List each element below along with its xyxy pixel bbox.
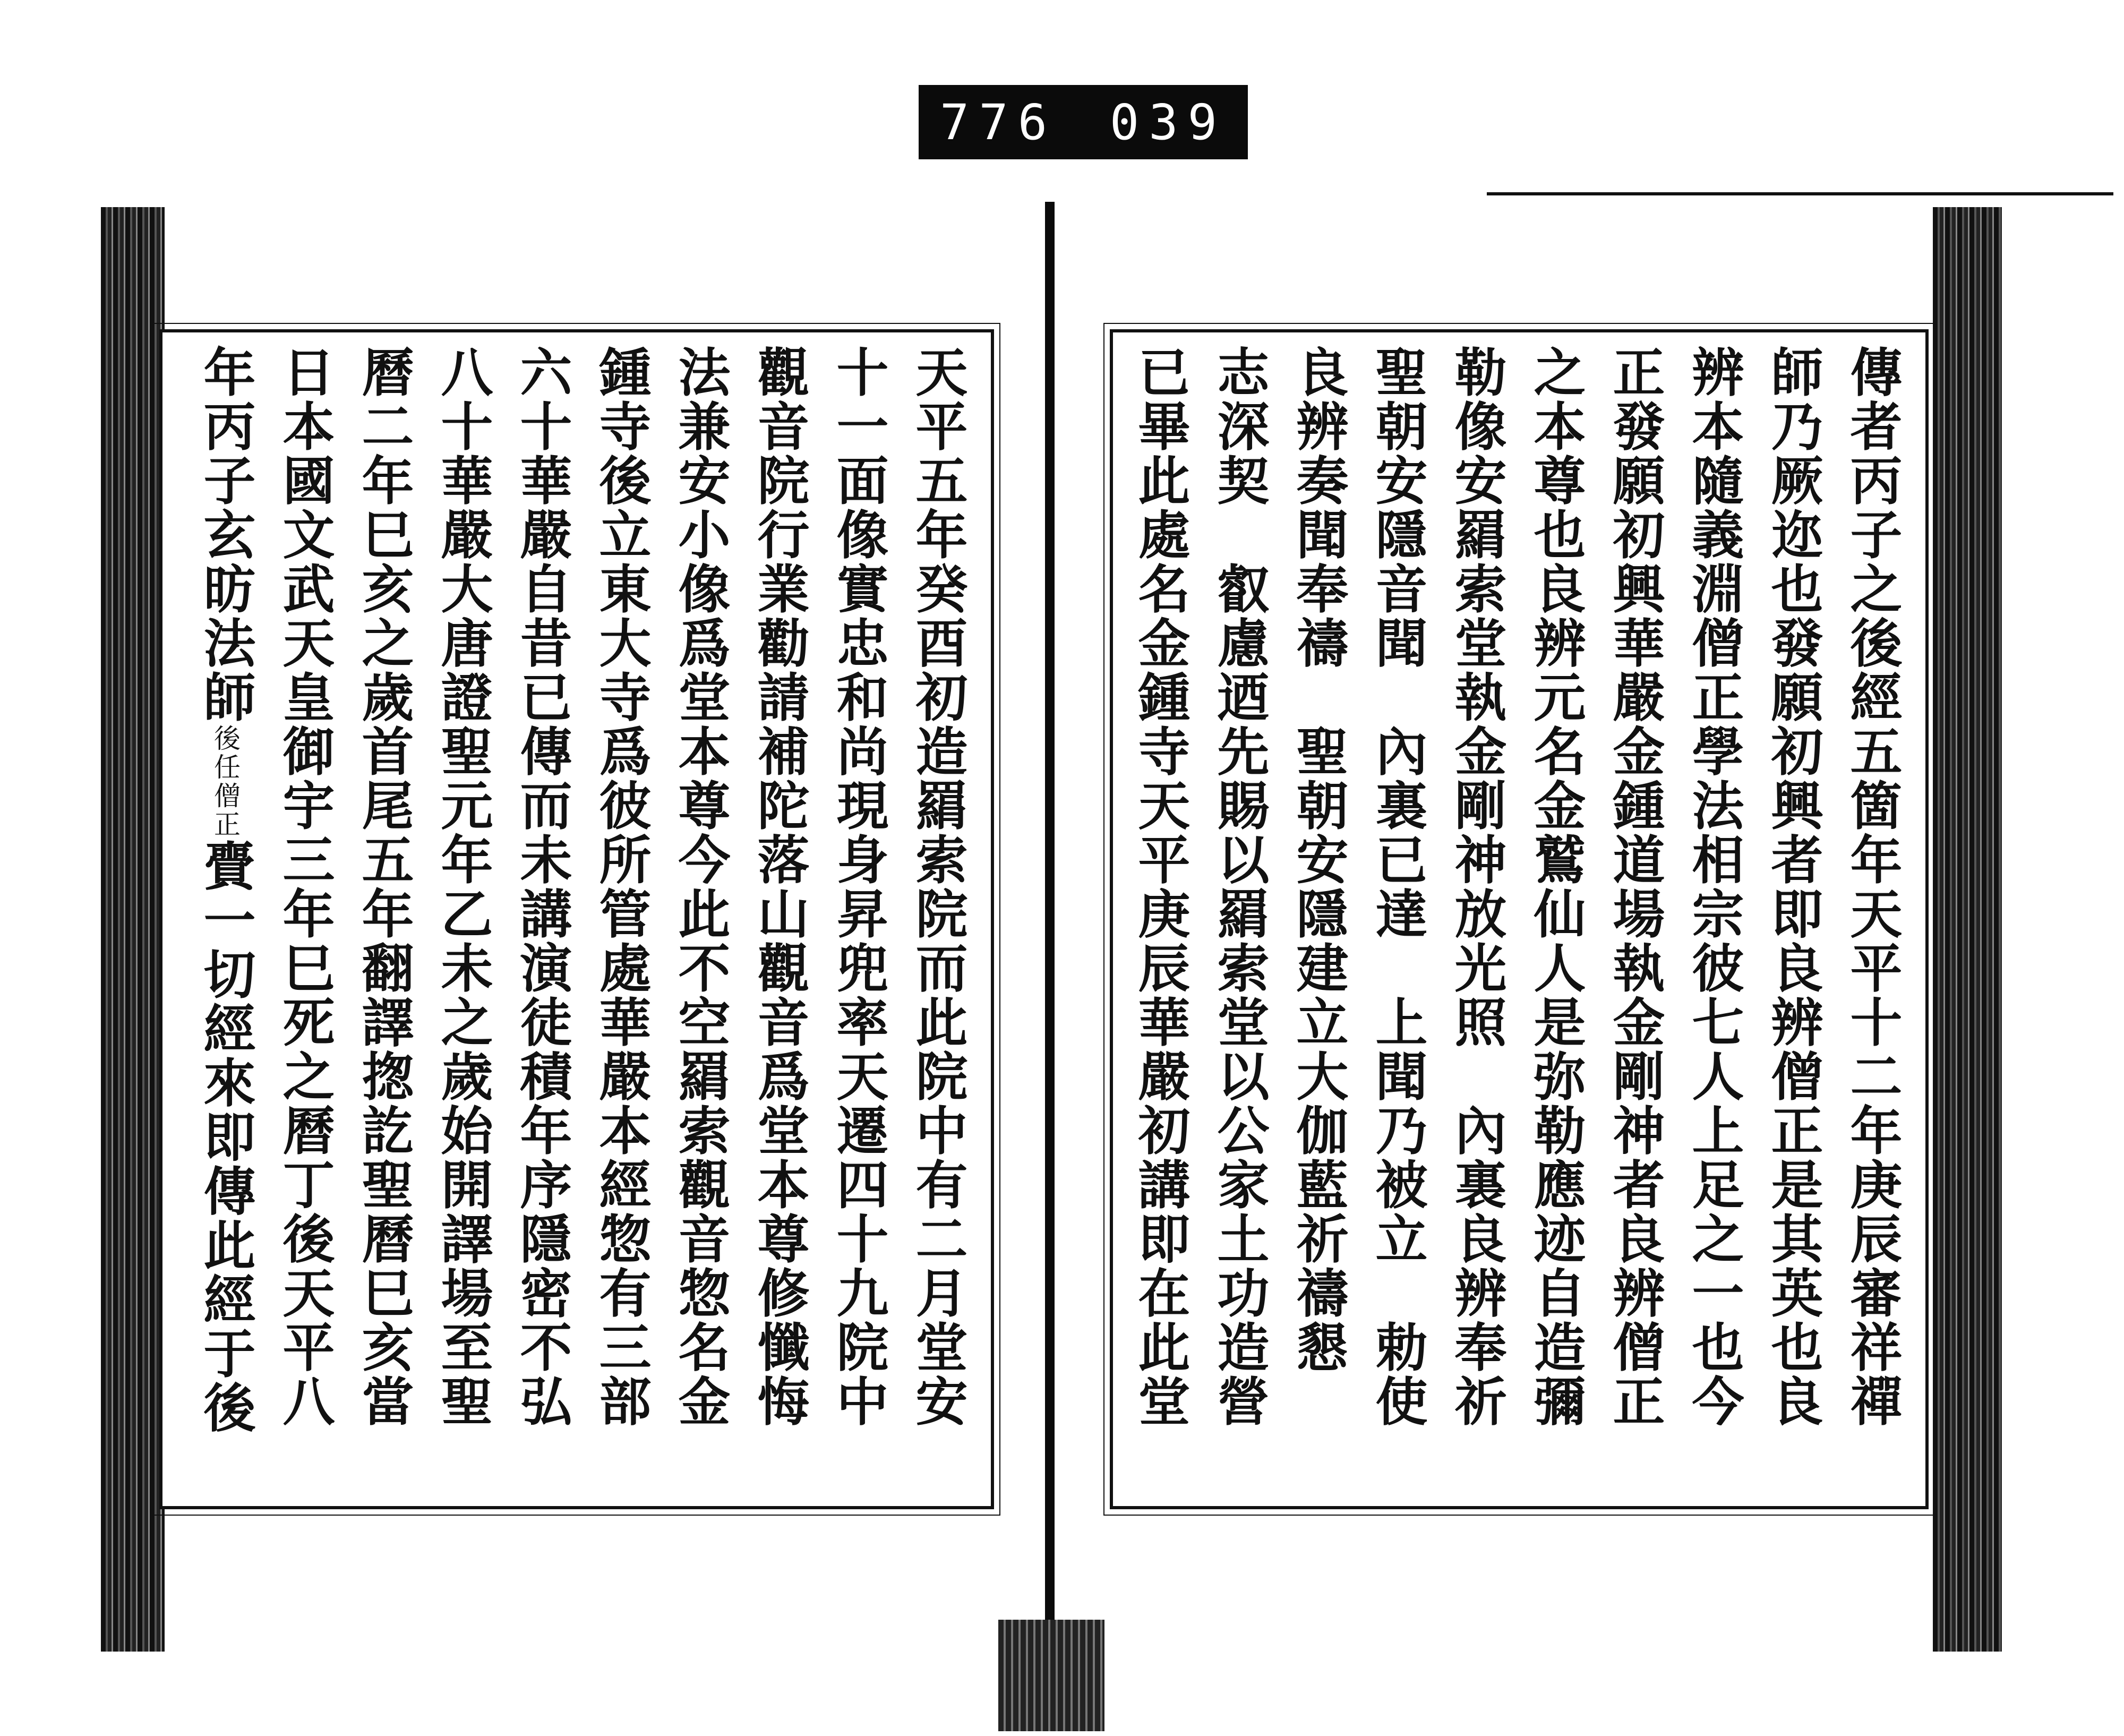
text-column: 六十華嚴自昔已傳而未講演徒積年序隱密不弘 (511, 345, 572, 1429)
text-column: 聖朝安隱音聞 內裏已達 上聞乃被立 勅使 (1367, 345, 1428, 1429)
text-column: 八十華嚴大唐證聖元年乙未之歲始開譯場至聖 (432, 345, 493, 1429)
left-book-edge (101, 207, 165, 1652)
right-page-text (1120, 345, 1912, 1482)
microfilm-frame-label (919, 85, 1248, 159)
text-column (185, 345, 265, 1482)
text-column: 良辨奏聞奉禱 聖朝安隱建立大伽藍祈禱懇 (1288, 345, 1349, 1374)
top-rule (1487, 192, 2113, 195)
text-column: 之本尊也良辨元名金鷲仙人是弥勒應迹自造彌 (1525, 345, 1586, 1429)
text-column: 師乃厥迩也發願初興者即良辨僧正是其英也良 (1762, 345, 1823, 1429)
text-column: 勒像安羂索堂執金剛神放光照 內裏良辨奉祈 (1446, 345, 1507, 1429)
column-continuation: 賷一切經來即傳此經于後 (195, 839, 256, 1435)
text-column: 志深契 叡慮迺先賜以羂索堂以公家土功造營 (1209, 345, 1270, 1429)
reel-number: 776 (940, 93, 1057, 151)
left-page-text (175, 345, 977, 1482)
book-spine (1045, 202, 1055, 1721)
column-main-text: 年丙子玄昉法師 (195, 345, 256, 724)
spine-foot (998, 1620, 1104, 1731)
text-column: 天平五年癸酉初造羂索院而此院中有二月堂安 (907, 345, 968, 1429)
text-column: 日本國文武天皇御宇三年巳死之曆丁後天平八 (274, 345, 335, 1429)
text-column: 鍾寺後立東大寺爲彼所管處華嚴本經惣有三部 (590, 345, 652, 1429)
text-column: 法兼安小像爲堂本尊今此不空羂索觀音惣名金 (670, 345, 731, 1429)
interlinear-note: 後任僧正 (210, 724, 241, 839)
text-column: 曆二年巳亥之歲首尾五年翻譯揔訖聖曆巳亥當 (353, 345, 414, 1429)
text-column: 正發願初興華嚴金鍾道場執金剛神者良辨僧正 (1604, 345, 1665, 1429)
right-book-edge (1933, 207, 2002, 1652)
text-column: 辨本隨義淵僧正學法相宗彼七人上足之一也今 (1683, 345, 1744, 1429)
text-column: 十一面像實忠和尚現身昇兜率天遷四十九院中 (828, 345, 889, 1429)
text-column: 觀音院行業勸請補陀落山觀音爲堂本尊修懺悔 (749, 345, 810, 1429)
text-column: 已畢此處名金鍾寺天平庚辰華嚴初講即在此堂 (1129, 345, 1191, 1429)
frame-number: 039 (1109, 93, 1227, 151)
text-column: 傳者丙子之後經五箇年天平十二年庚辰審祥禪 (1842, 345, 1903, 1429)
